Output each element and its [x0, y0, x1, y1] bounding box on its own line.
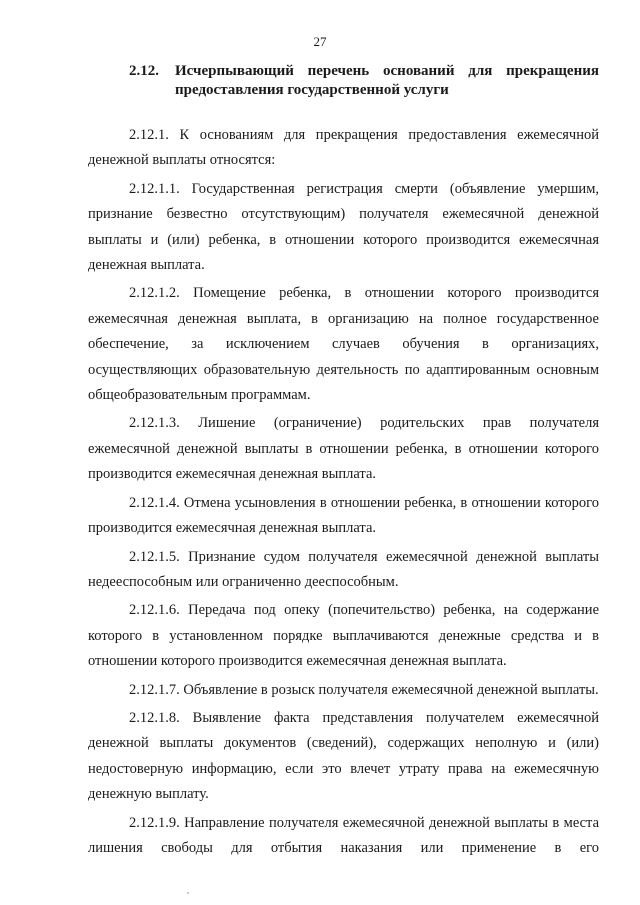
- scan-speck: [187, 892, 189, 894]
- paragraph-2-12-1-3: 2.12.1.3. Лишение (ограничение) родительских прав получателя ежемесячной денежной выплаты в отношении ребенка, в отношении которого производится ежемесячная денежная выплата.: [88, 415, 599, 483]
- paragraph-2-12-1-5: 2.12.1.5. Признание судом получателя ежемесячной денежной выплаты недееспособным или ограниченно дееспособным.: [88, 548, 599, 590]
- section-heading: [129, 62, 599, 100]
- paragraph-2-12-1-7: 2.12.1.7. Объявление в розыск получателя ежемесячной денежной выплаты.: [129, 681, 599, 698]
- document-body: [88, 123, 599, 864]
- section-title: Исчерпывающий перечень оснований для прекращения предоставления государственной услуги: [175, 63, 599, 98]
- page-number: 27: [313, 34, 327, 49]
- paragraph-2-12-1-9: 2.12.1.9. Направление получателя ежемесячной денежной выплаты в места лишения свободы для отбытия наказания или применение в его: [88, 814, 599, 856]
- paragraph-2-12-1-8: 2.12.1.8. Выявление факта представления получателем ежемесячной денежной выплаты документов (сведений), содержащих неполную и (или) недостоверную информацию, если это влечет утрату права на ежемесячную денежную выплату.: [88, 709, 599, 803]
- paragraph-2-12-1: 2.12.1. К основаниям для прекращения предоставления ежемесячной денежной выплаты относятся:: [88, 127, 599, 169]
- paragraph-2-12-1-6: 2.12.1.6. Передача под опеку (попечительство) ребенка, на содержание которого в установленном порядке выплачиваются денежные средства и в отношении которого производится ежемесячная денежная выплата.: [88, 602, 599, 670]
- paragraph-2-12-1-2: 2.12.1.2. Помещение ребенка, в отношении которого производится ежемесячная денежная выплата, в организацию на полное государственное обеспечение, за исключением случаев обучения в организациях, осуществляющих образовательную деятельность по адаптированным основным общеобразовательным программам.: [88, 285, 599, 404]
- section-number: 2.12.: [129, 63, 159, 79]
- paragraph-2-12-1-4: 2.12.1.4. Отмена усыновления в отношении ребенка, в отношении которого производится ежемесячная денежная выплата.: [88, 494, 599, 537]
- paragraph-2-12-1-1: 2.12.1.1. Государственная регистрация смерти (объявление умершим, признание безвестно отсутствующим) получателя ежемесячной денежной выплаты и (или) ребенка, в отношении которого производится ежемесячная денежная выплата.: [88, 180, 599, 274]
